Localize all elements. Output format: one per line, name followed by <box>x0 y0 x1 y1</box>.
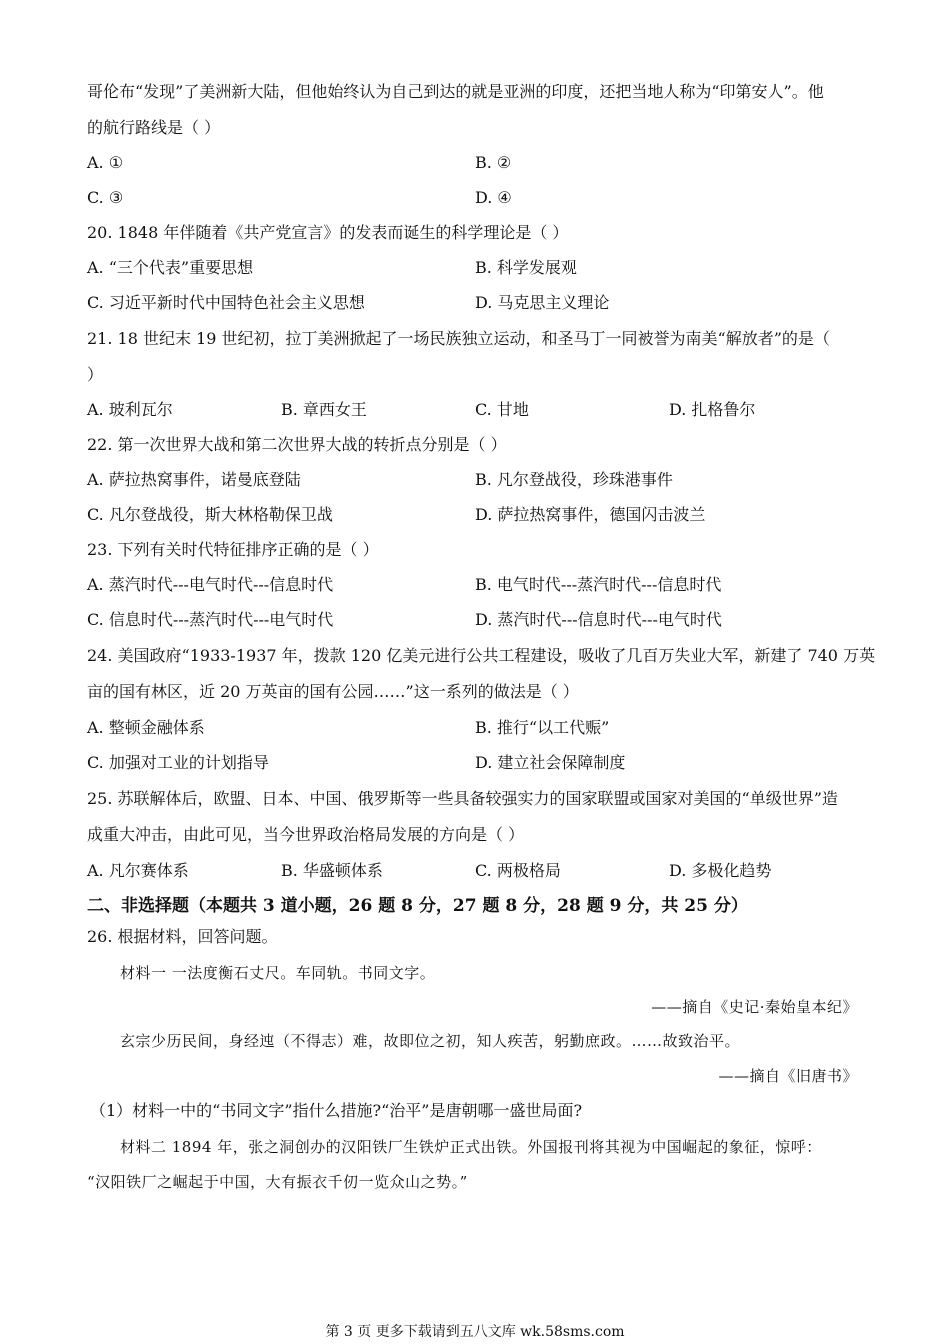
q22-stem: 22. 第一次世界大战和第二次世界大战的转折点分别是（ ） <box>87 435 507 454</box>
q26-sub-question-1: （1）材料一中的“书同文字”指什么措施?“治平”是唐朝哪一盛世局面? <box>90 1101 583 1120</box>
q25-option-a: A. 凡尔赛体系 <box>87 861 189 880</box>
q20-stem: 20. 1848 年伴随着《共产党宣言》的发表而诞生的科学理论是（ ） <box>87 223 569 242</box>
q23-option-b: B. 电气时代---蒸汽时代---信息时代 <box>475 575 722 594</box>
q26-material1-source1: ——摘自《史记·秦始皇本纪》 <box>651 998 858 1016</box>
q21-stem-line2: ） <box>87 365 104 384</box>
q21-option-a: A. 玻利瓦尔 <box>87 400 173 419</box>
q26-material1-line1: 材料一 一法度衡石丈尺。车同轨。书同文字。 <box>120 964 436 982</box>
q26-material1-line2: 玄宗少历民间，身经迍（不得志）难，故即位之初，知人疾苦，躬勤庶政。……故致治平。 <box>120 1032 741 1050</box>
q25-option-d: D. 多极化趋势 <box>669 861 772 880</box>
q25-option-b: B. 华盛顿体系 <box>281 861 383 880</box>
page-footer: 第 3 页 更多下载请到五八文库 wk.58sms.com <box>325 1324 625 1340</box>
q20-option-b: B. 科学发展观 <box>475 258 577 277</box>
q19-option-c: C. ③ <box>87 188 124 207</box>
q23-option-d: D. 蒸汽时代---信息时代---电气时代 <box>475 610 722 629</box>
q20-option-c: C. 习近平新时代中国特色社会主义思想 <box>87 293 365 312</box>
q24-option-b: B. 推行“以工代赈” <box>475 718 610 737</box>
q20-option-a: A. “三个代表”重要思想 <box>87 258 254 277</box>
q24-option-c: C. 加强对工业的计划指导 <box>87 753 269 772</box>
q19-option-a: A. ① <box>87 153 124 172</box>
q21-option-d: D. 扎格鲁尔 <box>669 400 756 419</box>
q25-stem-line2: 成重大冲击，由此可见，当今世界政治格局发展的方向是（ ） <box>87 825 525 844</box>
q19-option-b: B. ② <box>475 153 512 172</box>
q21-stem-line1: 21. 18 世纪末 19 世纪初，拉丁美洲掀起了一场民族独立运动，和圣马丁一同被誉为南美“解放者”的是（ <box>87 329 830 348</box>
q24-option-d: D. 建立社会保障制度 <box>475 753 626 772</box>
q26-stem: 26. 根据材料，回答问题。 <box>87 927 278 946</box>
q24-option-a: A. 整顿金融体系 <box>87 718 205 737</box>
q22-option-b: B. 凡尔登战役，珍珠港事件 <box>475 470 673 489</box>
q21-option-b: B. 章西女王 <box>281 400 367 419</box>
q22-option-a: A. 萨拉热窝事件，诺曼底登陆 <box>87 470 301 489</box>
q23-option-a: A. 蒸汽时代---电气时代---信息时代 <box>87 575 334 594</box>
q24-stem-line2: 亩的国有林区，近 20 万英亩的国有公园……”这一系列的做法是（ ） <box>87 682 579 701</box>
q26-material1-source2: ——摘自《旧唐书》 <box>718 1067 858 1085</box>
q25-option-c: C. 两极格局 <box>475 861 561 880</box>
q21-option-c: C. 甘地 <box>475 400 529 419</box>
q25-stem-line1: 25. 苏联解体后，欧盟、日本、中国、俄罗斯等一些具备较强实力的国家联盟或国家对美国的“单级世界”造 <box>87 789 838 808</box>
q19-option-d: D. ④ <box>475 188 512 207</box>
q24-stem-line1: 24. 美国政府“1933-1937 年，拨款 120 亿美元进行公共工程建设，吸收了几百万失业大军，新建了 740 万英 <box>87 646 876 665</box>
q23-option-c: C. 信息时代---蒸汽时代---电气时代 <box>87 610 334 629</box>
q26-material2-line2: “汉阳铁厂之崛起于中国，大有振衣千仞一览众山之势。” <box>87 1173 468 1191</box>
q20-option-d: D. 马克思主义理论 <box>475 293 610 312</box>
q19-stem-line1: 哥伦布“发现”了美洲新大陆，但他始终认为自己到达的就是亚洲的印度，还把当地人称为“印第安人”。他 <box>87 82 824 101</box>
section2-heading: 二、非选择题（本题共 3 道小题，26 题 8 分，27 题 8 分，28 题 9 分，共 25 分） <box>87 896 748 916</box>
q22-option-d: D. 萨拉热窝事件，德国闪击波兰 <box>475 505 706 524</box>
q19-stem-line2: 的航行路线是（ ） <box>87 118 221 137</box>
q26-material2-line1: 材料二 1894 年，张之洞创办的汉阳铁厂生铁炉正式出铁。外国报刊将其视为中国崛起的象征，惊呼： <box>120 1138 822 1156</box>
q22-option-c: C. 凡尔登战役，斯大林格勒保卫战 <box>87 505 333 524</box>
q23-stem: 23. 下列有关时代特征排序正确的是（ ） <box>87 540 379 559</box>
